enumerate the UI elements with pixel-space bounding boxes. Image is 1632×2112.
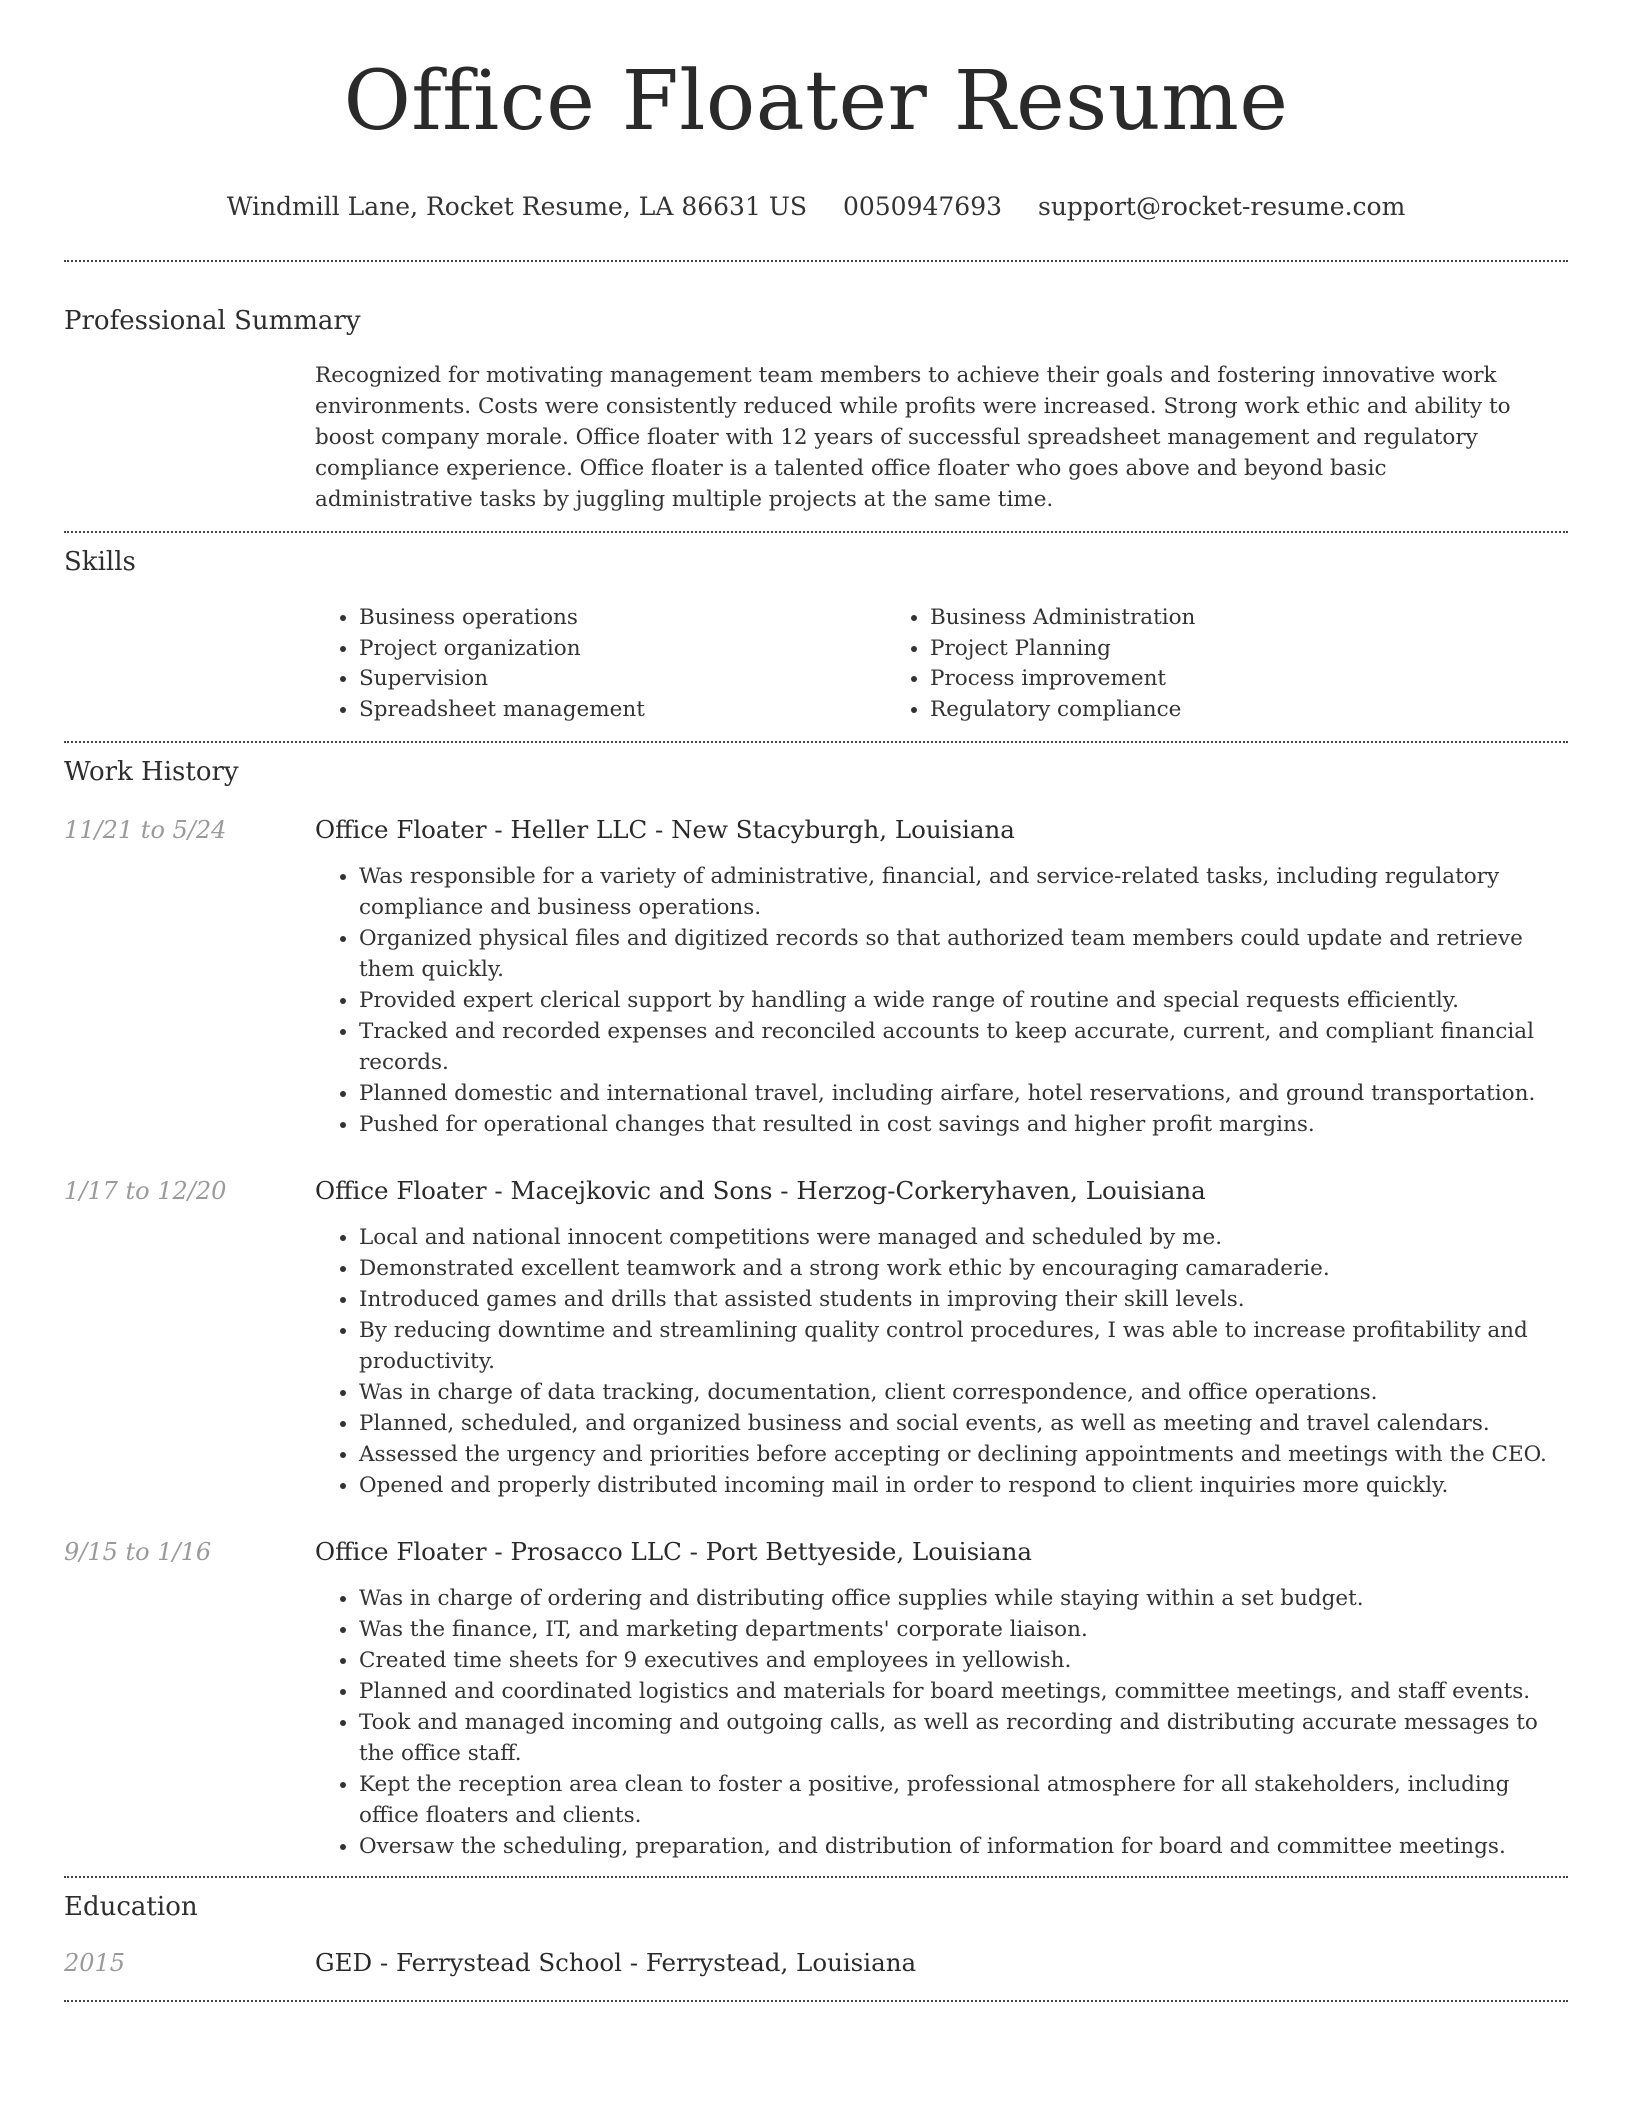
job-bullet: • Oversaw the scheduling, preparation, and distribution of information for board and committee meetings.: [359, 1831, 1568, 1862]
skills-list: [315, 603, 1568, 725]
job-bullet: • Was responsible for a variety of administrative, financial, and service-related tasks, including regulatory compliance and business operations.: [359, 861, 1568, 923]
job-entry: [64, 1535, 1568, 1862]
job-bullet: • Was in charge of ordering and distributing office supplies while staying within a set budget.: [359, 1583, 1568, 1614]
summary-heading: Professional Summary: [64, 306, 361, 336]
job-body: [315, 813, 1568, 1140]
job-bullet: • Provided expert clerical support by handling a wide range of routine and special requests efficiently.: [359, 985, 1568, 1016]
job-bullets: [315, 861, 1568, 1140]
skill-item: • Spreadsheet management: [359, 695, 886, 726]
job-bullet: • Was in charge of data tracking, documentation, client correspondence, and office operations.: [359, 1377, 1568, 1408]
job-bullet: • Opened and properly distributed incoming mail in order to respond to client inquiries more quickly.: [359, 1470, 1568, 1501]
education-title: GED - Ferrystead School - Ferrystead, Louisiana: [315, 1948, 917, 1977]
contact-phone: 0050947693: [842, 192, 1003, 221]
skill-item: • Business operations: [359, 603, 886, 634]
resume-title: Office Floater Resume: [343, 54, 1289, 149]
job-bullet: • Pushed for operational changes that resulted in cost savings and higher profit margins.: [359, 1109, 1568, 1140]
job-bullet: • Planned domestic and international travel, including airfare, hotel reservations, and ground transportation.: [359, 1078, 1568, 1109]
job-dates: 1/17 to 12/20: [64, 1177, 227, 1205]
work-history-heading: Work History: [64, 757, 239, 787]
skill-item: • Regulatory compliance: [930, 695, 1195, 726]
education-body: [315, 1946, 1568, 1980]
job-entry: [64, 1174, 1568, 1501]
job-bullet: • Kept the reception area clean to foster a positive, professional atmosphere for all stakeholders, including office floaters and clients.: [359, 1769, 1568, 1831]
skills-column-2: [886, 603, 1195, 725]
contact-line: [64, 190, 1568, 224]
job-bullet: • Local and national innocent competitions were managed and scheduled by me.: [359, 1222, 1568, 1253]
job-bullet: • Created time sheets for 9 executives and employees in yellowish.: [359, 1645, 1568, 1676]
job-body: [315, 1174, 1568, 1501]
job-bullet: • Took and managed incoming and outgoing calls, as well as recording and distributing accurate messages to the office staff.: [359, 1707, 1568, 1769]
job-bullet: • Introduced games and drills that assisted students in improving their skill levels.: [359, 1284, 1568, 1315]
contact-email: support@rocket-resume.com: [1037, 192, 1406, 221]
job-dates: 9/15 to 1/16: [64, 1538, 212, 1566]
education-entry: [64, 1946, 1568, 1980]
job-bullet: • Planned, scheduled, and organized business and social events, as well as meeting and travel calendars.: [359, 1408, 1568, 1439]
job-bullet: • Was the finance, IT, and marketing departments' corporate liaison.: [359, 1614, 1568, 1645]
job-bullet: • Demonstrated excellent teamwork and a strong work ethic by encouraging camaraderie.: [359, 1253, 1568, 1284]
skill-item: • Process improvement: [930, 664, 1195, 695]
section-divider: [64, 531, 1568, 533]
job-entry: [64, 813, 1568, 1140]
job-bullet: • Planned and coordinated logistics and materials for board meetings, committee meetings, and staff events.: [359, 1676, 1568, 1707]
section-divider: [64, 2000, 1568, 2002]
job-bullet: • Assessed the urgency and priorities before accepting or declining appointments and meetings with the CEO.: [359, 1439, 1568, 1470]
job-title: Office Floater - Macejkovic and Sons - Herzog-Corkeryhaven, Louisiana: [315, 1176, 1206, 1205]
job-bullet: • Organized physical files and digitized records so that authorized team members could update and retrieve them quickly.: [359, 923, 1568, 985]
skill-item: • Business Administration: [930, 603, 1195, 634]
job-title: Office Floater - Prosacco LLC - Port Bettyeside, Louisiana: [315, 1537, 1033, 1566]
section-divider: [64, 260, 1568, 262]
skills-column-1: [315, 603, 886, 725]
job-bullets: [315, 1222, 1568, 1501]
skill-item: • Project Planning: [930, 634, 1195, 665]
contact-address: Windmill Lane, Rocket Resume, LA 86631 US: [226, 192, 808, 221]
skills-heading: Skills: [64, 547, 136, 577]
job-bullets: [315, 1583, 1568, 1862]
job-bullet: • Tracked and recorded expenses and reconciled accounts to keep accurate, current, and compliant financial records.: [359, 1016, 1568, 1078]
skill-item: • Supervision: [359, 664, 886, 695]
summary-text: Recognized for motivating management team members to achieve their goals and fostering innovative work environments. Costs were consistently reduced while profits were increased. Strong work ethic and ability to boost company morale. Office floater with 12 years of successful spreadsheet management and regulatory compliance experience. Office floater is a talented office floater who goes above and beyond basic administrative tasks by juggling multiple projects at the same time.: [315, 363, 1511, 512]
education-year: 2015: [64, 1949, 126, 1977]
job-dates: 11/21 to 5/24: [64, 816, 227, 844]
job-bullet: • By reducing downtime and streamlining quality control procedures, I was able to increase profitability and productivity.: [359, 1315, 1568, 1377]
section-divider: [64, 741, 1568, 743]
skill-item: • Project organization: [359, 634, 886, 665]
job-body: [315, 1535, 1568, 1862]
job-title: Office Floater - Heller LLC - New Stacyburgh, Louisiana: [315, 815, 1015, 844]
education-heading: Education: [64, 1892, 198, 1922]
section-divider: [64, 1876, 1568, 1878]
